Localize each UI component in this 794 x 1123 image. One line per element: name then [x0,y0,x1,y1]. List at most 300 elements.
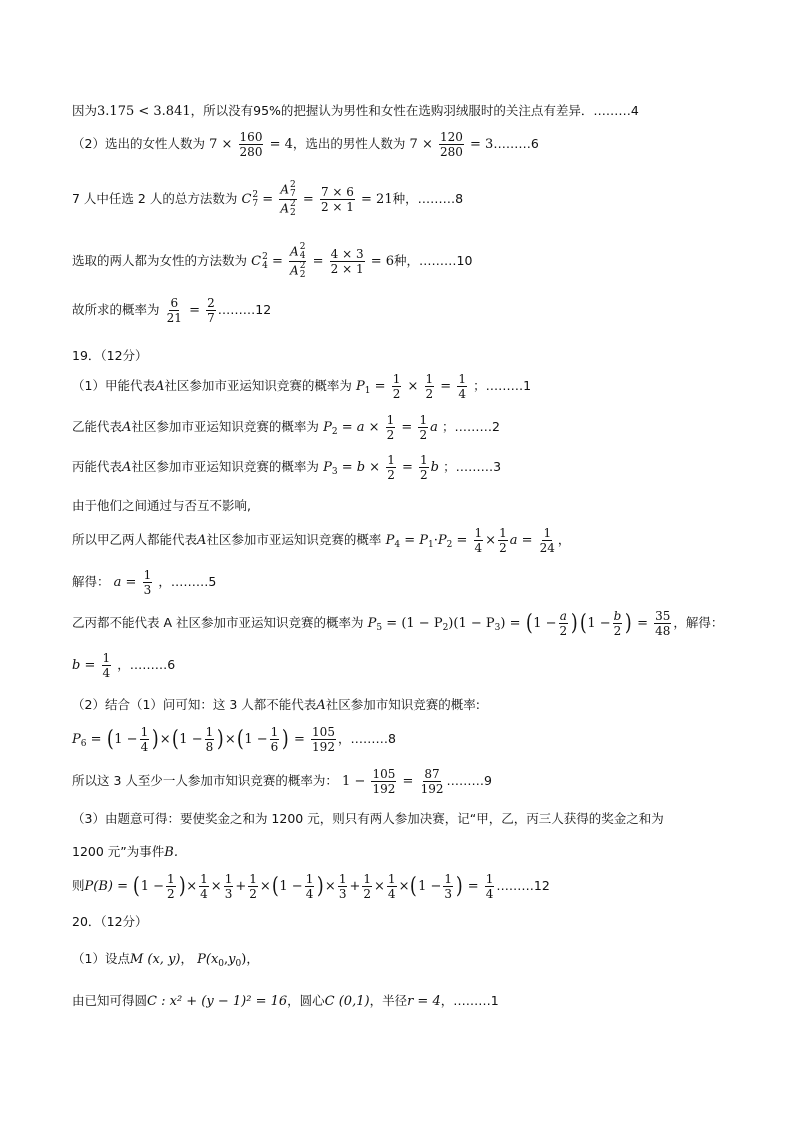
denominator: 24 [539,541,555,555]
denominator: 2 [392,387,401,401]
symbol: A [290,244,299,259]
numerator: 87 [424,767,440,781]
math: = [509,616,521,631]
denominator: 2 [363,887,372,901]
fraction [613,609,623,638]
line-1 [72,101,794,119]
math: = [404,533,416,548]
math: P [419,533,428,548]
math: = [401,460,413,475]
denominator: 6 [270,740,279,754]
denominator: 3 [224,887,233,901]
line-22 [72,949,794,969]
text: ，所以没有 [190,103,254,118]
denominator: 4 [305,887,314,901]
fraction [224,872,234,901]
fraction [102,651,112,680]
denominator: 2 [420,468,428,482]
math: P [72,732,81,747]
math: (1 − P [401,616,443,631]
score-marker: ………12 [217,302,272,317]
numerator: 1 [140,725,149,739]
line-7 [72,372,794,401]
denominator: 2 × 1 [320,200,354,214]
fraction [166,872,176,901]
math: = 4 [269,137,293,152]
math: ) [241,952,247,967]
sup: 2 [290,180,296,190]
denominator: 280 [439,145,463,159]
sup: 2 [299,242,306,252]
numerator: b [613,609,622,623]
score-marker: ；………3 [443,459,502,474]
fraction [199,872,209,901]
score-marker: ，………6 [117,657,176,672]
paren-close: ) [152,726,159,752]
denominator: 2 [499,541,507,555]
denominator: 4 [102,666,111,680]
math: 1 − [244,732,268,747]
numerator: 1 [200,872,208,886]
text: 社区参加市亚运知识竞赛的概率 [206,532,382,547]
math: P(x [197,952,219,967]
math: y [228,952,236,967]
math-inequality: 3.175 < 3.841 [97,104,191,119]
fraction [330,247,365,276]
numerator: 1 [392,372,401,386]
text: 7 人中任选 2 人的总方法数为 [72,191,238,206]
line-16 [72,725,794,754]
math: + [349,879,361,894]
paren-open: ( [236,726,244,752]
line-9 [72,453,794,482]
denominator: 4 [387,887,396,901]
text: ， [180,951,193,966]
math: P(B) = [84,879,128,894]
math: a = [113,575,137,590]
fraction [425,372,435,401]
numerator: 1 [543,526,552,540]
math: × [324,879,336,894]
fraction [206,296,216,325]
text: 所以甲乙两人都能代表 [72,532,198,547]
math: 1 − [587,616,611,631]
math: = b × [341,460,381,475]
paren-close: ) [455,873,463,899]
denominator: 7 [207,311,215,325]
numerator: 1 [363,872,372,886]
line-10 [72,496,794,514]
paren-close: ) [282,726,289,752]
math: P [437,533,447,548]
numerator: 1 [249,872,257,886]
math: = 3 [470,137,494,152]
numerator: 1 [338,872,347,886]
math: = [312,254,324,269]
math: = 6 [370,254,395,269]
text: 95% [253,103,281,118]
math: 1 − [279,879,303,894]
numerator: 160 [239,130,263,144]
math: · [433,533,438,548]
text: 种，………8 [392,191,464,206]
fraction [311,725,336,754]
sub: 1 [364,386,371,396]
math: A [316,698,326,713]
fraction [386,453,396,482]
math: = [374,379,386,394]
numerator: 1 [102,651,111,665]
math: P [367,616,377,631]
numerator: 1 [143,568,152,582]
math: 1 − [342,774,366,789]
sub-sup [252,191,258,209]
math: C [241,192,252,207]
text: ，圆心 [287,993,325,1008]
fraction [289,243,306,280]
denominator: 280 [239,145,263,159]
denominator: 2 [425,387,434,401]
numerator: 1 [270,725,279,739]
line-2 [72,130,794,159]
fraction [279,181,296,218]
sub-sup [290,181,296,199]
sub: 3 [494,623,501,633]
denominator: 48 [655,624,671,638]
numerator: a [559,609,567,623]
math: , [224,952,229,967]
denominator: 192 [420,782,444,796]
math: × [224,732,236,747]
paren-open: ( [410,873,418,899]
math: a = [509,533,533,548]
text: ，选出的男性人数为 [292,136,406,151]
math: 1 − [114,732,138,747]
numerator: 1 [305,872,314,886]
numerator: 1 [425,372,434,386]
text: 丙能代表 [72,459,123,474]
sub-sup [300,243,306,261]
numerator: 105 [372,767,396,781]
denominator: 2 [613,624,622,638]
question-heading: 20．（12分） [72,914,148,929]
math: = [440,379,452,394]
text: 因为 [72,103,98,118]
math: = a × [341,420,380,435]
fraction [420,767,445,796]
fraction [371,767,396,796]
paren-open: ( [579,610,587,636]
sub: 6 [80,739,87,749]
numerator: 1 [444,872,452,886]
text: （2）结合（1）问可知：这 3 人都不能代表 [72,697,317,712]
numerator: 1 [474,526,483,540]
fraction [239,130,264,159]
fraction [539,526,556,555]
score-marker: ………9 [446,773,492,788]
line-20 [72,872,794,901]
sub-sup [262,253,268,271]
math: = [402,774,414,789]
numerator: 1 [458,372,466,386]
sub-sup [290,200,296,218]
denominator [289,262,306,280]
fraction [387,872,397,901]
numerator: 105 [312,725,335,739]
math: A [122,420,132,435]
text: 社区参加市亚运知识竞赛的概率为 [131,459,319,474]
symbol: A [280,201,290,216]
text: 所以这 3 人至少一人参加市知识竞赛的概率为： [72,773,338,788]
math: A [122,460,132,475]
numerator: 35 [655,609,671,623]
line-14 [72,651,794,680]
text: ，解得： [673,615,724,630]
denominator: 2 [167,887,175,901]
sub: 2 [446,540,453,550]
sub: 0 [218,959,225,969]
paren-open: ( [132,873,140,899]
sup: 2 [290,199,296,209]
math: 1 − [140,879,165,894]
math: a [430,420,438,435]
math: × [407,379,419,394]
sub: 7 [252,198,259,209]
text: 种，………10 [394,253,473,268]
score-marker: ；………1 [473,378,532,393]
paren-close: ) [571,610,578,636]
sub: 1 [427,540,434,550]
line-23 [72,991,794,1009]
line-4 [72,243,794,280]
score-marker: ；………2 [442,419,500,434]
sub: 2 [331,427,338,437]
paren-close: ) [217,726,224,752]
math: × [210,879,222,894]
math: × [159,732,171,747]
fraction [418,413,428,442]
math: × [485,533,497,548]
numerator: 1 [386,413,395,427]
denominator: 3 [444,887,452,901]
sup: 2 [299,261,306,271]
math: × [374,879,385,894]
math: C (0,1) [324,994,370,1009]
numerator: 1 [205,725,214,739]
denominator: 2 [559,624,568,638]
score-marker: ………12 [496,878,550,893]
line-21 [72,912,794,930]
text: 社区参加市知识竞赛的概率: [325,697,480,712]
text: 1200 元”为事件 [72,844,165,859]
math: + [235,879,247,894]
score-marker: ………6 [493,136,539,151]
symbol: A [280,182,290,197]
math: = [456,533,468,548]
fraction [498,526,508,555]
paren-open: ( [525,610,533,636]
fraction [386,413,396,442]
denominator: 4 [140,740,149,754]
denominator: 2 × 1 [330,262,364,276]
text: ， [246,951,259,966]
numerator: 1 [419,413,428,427]
numerator: 2 [207,296,215,310]
fraction [248,872,258,901]
denominator: 2 [386,428,395,442]
score-marker: ，………5 [158,574,217,589]
line-19 [72,842,794,860]
text: （2）选出的女性人数为 [72,136,205,151]
denominator: 21 [166,311,182,325]
line-8 [72,413,794,442]
numerator: 4 × 3 [330,247,364,261]
sub: 4 [262,260,268,271]
numerator: 1 [167,872,175,886]
text: 由已知可得圆 [72,993,148,1008]
line-13 [72,609,794,638]
fraction [485,872,495,901]
score-marker: ，………1 [440,993,499,1008]
numerator: 7 × 6 [320,185,354,199]
math: A [154,379,165,394]
line-3 [72,181,794,218]
math: × [259,879,271,894]
line-12 [72,568,794,597]
denominator: 4 [485,887,494,901]
numerator: 1 [387,453,395,467]
numerator [289,243,306,262]
text: 的把握认为男性和女性在选购羽绒服时的关注点有差异．………4 [280,103,639,118]
fraction [559,609,569,638]
sub: 4 [299,251,306,261]
fraction [305,872,315,901]
sub: 2 [442,623,449,633]
denominator: 192 [312,740,335,754]
math: b [430,460,439,475]
question-heading: 19．（12分） [72,348,148,363]
math: r = 4 [407,994,441,1009]
sub: 5 [376,623,383,633]
paren-open: ( [106,726,114,752]
text: （3）由题意可得：要使奖金之和为 1200 元，则只有两人参加决赛，记“甲，乙，丙三人获得的奖金之和为 [72,811,664,826]
text: 社区参加市亚运知识竞赛的概率为 [131,419,319,434]
numerator: 1 [499,526,507,540]
paren-close: ) [625,610,633,636]
denominator: 192 [372,782,396,796]
math: 1 − [533,616,557,631]
math: B. [164,845,178,860]
math: = 21 [361,192,393,207]
math: ) [448,616,454,631]
fraction [166,296,183,325]
text: （1）设点 [72,951,130,966]
math: 1 − [418,879,442,894]
math: = [637,616,648,631]
math: P [323,460,332,475]
fraction [205,725,215,754]
math: 7 × [409,137,433,152]
math: b = [72,658,96,673]
math: P [356,379,365,394]
fraction [320,185,355,214]
denominator: 2 [419,428,428,442]
math: 7 × [209,137,233,152]
numerator: 120 [439,130,463,144]
math: P [323,420,332,435]
sub: 3 [331,467,338,477]
symbol: A [290,263,299,278]
paren-open: ( [171,726,179,752]
math: × [186,879,198,894]
math: = [294,732,305,747]
math: = [189,303,200,318]
math: = [401,420,413,435]
sub-sup [300,262,306,280]
text: 由于他们之间通过与否互不影响, [72,498,251,513]
math: = [386,616,398,631]
sup: 2 [252,189,259,200]
line-5 [72,296,794,325]
math: × [398,879,410,894]
fraction [457,372,467,401]
text: （1）甲能代表 [72,378,155,393]
denominator: 3 [143,583,152,597]
sub: 4 [394,540,401,550]
numerator: 1 [224,872,233,886]
sub: 2 [299,270,306,280]
denominator [279,200,296,218]
denominator: 4 [474,541,483,555]
math: (1 − P [453,616,495,631]
line-15 [72,695,794,713]
text: 则 [72,878,85,893]
sup: 2 [262,251,268,262]
math: P [385,533,395,548]
math: = [467,879,479,894]
text: ， [557,532,571,547]
denominator: 2 [387,468,395,482]
math: A [197,533,207,548]
numerator: 1 [485,872,494,886]
text: 社区参加市亚运知识竞赛的概率为 [164,378,352,393]
numerator: 1 [387,872,396,886]
fraction [443,872,453,901]
text: 故所求的概率为 [72,302,160,317]
sub: 2 [290,208,296,218]
denominator: 8 [205,740,214,754]
line-17 [72,767,794,796]
sub: 7 [290,189,296,199]
math: = [302,192,314,207]
math: 1 − [179,732,203,747]
text: 选取的两人都为女性的方法数为 [72,253,248,268]
fraction [439,130,464,159]
score-marker: ，………8 [337,731,396,746]
denominator: 2 [249,887,257,901]
denominator: 4 [200,887,208,901]
denominator: 3 [338,887,347,901]
math: M (x, y) [129,952,181,967]
fraction [362,872,372,901]
math: = [90,732,102,747]
math: = [262,192,274,207]
fraction [654,609,671,638]
fraction [474,526,484,555]
paren-close: ) [317,873,325,899]
fraction [140,725,150,754]
line-6 [72,346,794,364]
